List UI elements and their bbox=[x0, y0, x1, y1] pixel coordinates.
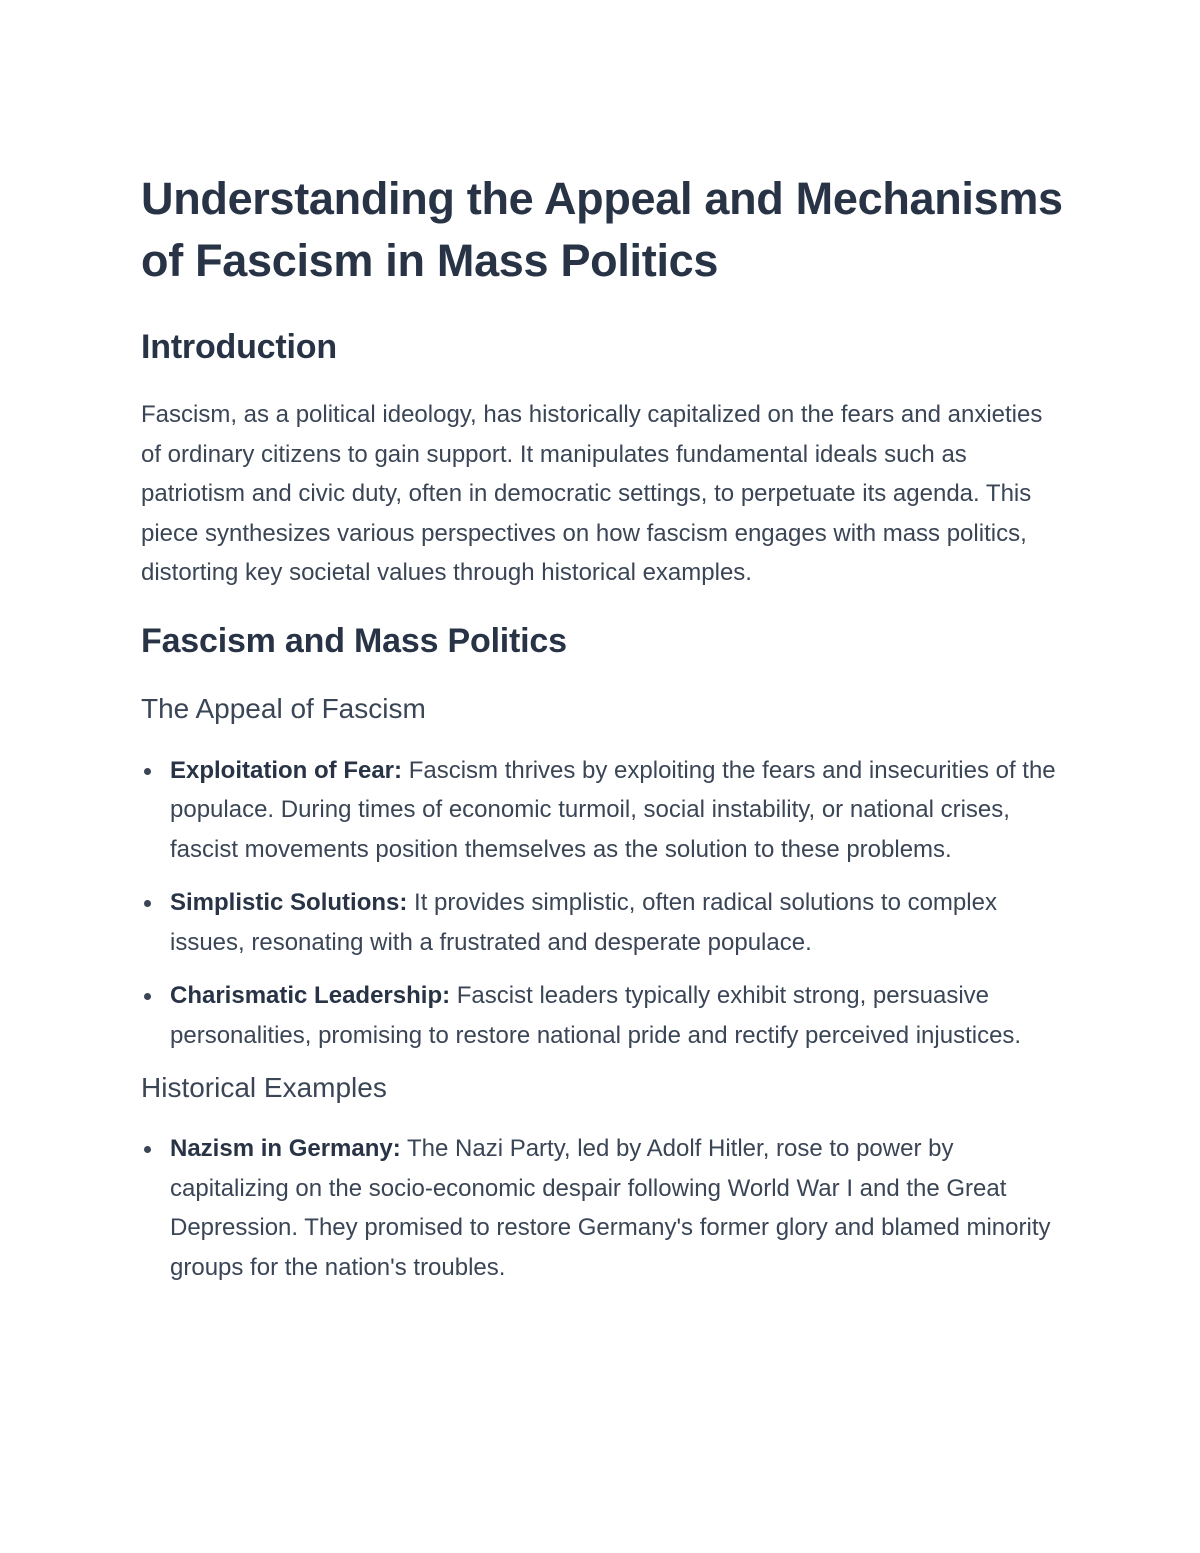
list-item bbox=[141, 751, 1066, 870]
list-item-term: Exploitation of Fear: bbox=[170, 756, 403, 784]
appeal-list bbox=[141, 751, 1066, 1056]
list-item-text: Fascist leaders typically exhibit strong, persuasive personalities, promising to restore national pride and rectify perceived injustices. bbox=[170, 982, 1022, 1049]
bullet-icon bbox=[144, 768, 151, 775]
list-item-text: The Nazi Party, led by Adolf Hitler, rose to power by capitalizing on the socio-economic despair following World War I and the Great Depression. They promised to restore Germany's former glory and blamed minority groups for the nation's troubles. bbox=[170, 1135, 1051, 1281]
document-page bbox=[141, 168, 1066, 1301]
introduction-paragraph: Fascism, as a political ideology, has historically capitalized on the fears and anxieties of ordinary citizens to gain support. It manipulates fundamental ideals such as patriotism and civic duty, often in democratic settings, to perpetuate its agenda. This piece synthesizes various perspectives on how fascism engages with mass politics, distorting key societal values through historical examples. bbox=[141, 401, 1043, 586]
fascism-mass-politics-heading: Fascism and Mass Politics bbox=[141, 621, 567, 660]
list-item-text: Fascism thrives by exploiting the fears and insecurities of the populace. During times of economic turmoil, social instability, or national crises, fascist movements position themselves as the solution to these problems. bbox=[170, 756, 1056, 863]
list-item-term: Simplistic Solutions: bbox=[170, 889, 408, 916]
bullet-icon bbox=[144, 993, 151, 1000]
historical-list bbox=[141, 1129, 1066, 1287]
list-item bbox=[141, 976, 1066, 1055]
bullet-icon bbox=[144, 900, 151, 907]
list-item-text: It provides simplistic, often radical solutions to complex issues, resonating with a frustrated and desperate populace. bbox=[170, 889, 997, 956]
introduction-heading: Introduction bbox=[141, 328, 337, 366]
historical-examples-heading: Historical Examples bbox=[141, 1072, 387, 1103]
appeal-of-fascism-heading: The Appeal of Fascism bbox=[141, 692, 426, 724]
bullet-icon bbox=[144, 1146, 151, 1153]
list-item-term: Nazism in Germany: bbox=[170, 1135, 401, 1162]
list-item-term: Charismatic Leadership: bbox=[170, 982, 451, 1009]
document-title: Understanding the Appeal and Mechanisms of Fascism in Mass Politics bbox=[141, 173, 1063, 286]
list-item bbox=[141, 1129, 1066, 1287]
list-item bbox=[141, 883, 1066, 962]
